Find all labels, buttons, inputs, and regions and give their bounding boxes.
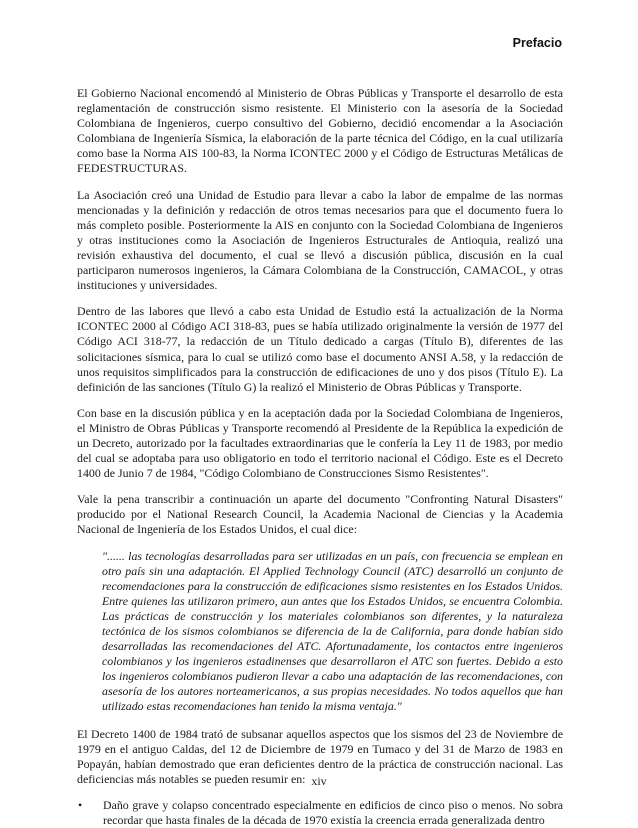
paragraph-6: El Decreto 1400 de 1984 trató de subsanar aquellos aspectos que los sismos del 23 de Noviembre de 1979 en el antiguo Caldas, del 12 de Diciembre de 1979 en Tumaco y del 31 de Marzo de 1983 en Popayán, habían demostrado que eran deficientes dentro de la práctica de construcción nacional. Las deficiencias más notables se pueden resumir en: (77, 726, 563, 786)
paragraph-5: Vale la pena transcribir a continuación un aparte del documento "Confronting Natural Disasters" producido por el National Research Council, la Academia Nacional de Ciencias y la Academia Nacional de Ingeniería de los Estados Unidos, el cual dice: (77, 492, 563, 537)
section-header: Prefacio (512, 36, 562, 50)
list-item-text: Daño grave y colapso concentrado especialmente en edificios de cinco piso o menos. No sobra recordar que hasta finales de la década de 1970 existía la creencia errada generalizada dentro (103, 797, 563, 828)
paragraph-2: La Asociación creó una Unidad de Estudio para llevar a cabo la labor de empalme de las normas mencionadas y la definición y redacción de otros temas necesarios para que el documento fuera lo más completo posible. Posteriormente la AIS en conjunto con la Sociedad Colombiana de Ingenieros y otras instituciones como la Asociación de Ingenieros Estructurales de Antioquia, realizó una revisión exhaustiva del documento, el cual se llevó a discusión pública, discusión en la cual participaron numerosos ingenieros, la Cámara Colombiana de la Construcción, CAMACOL, y otras instituciones y universidades. (77, 187, 563, 293)
bullet-icon: • (78, 797, 83, 812)
paragraph-3: Dentro de las labores que llevó a cabo esta Unidad de Estudio está la actualización de la Norma ICONTEC 2000 al Código ACI 318-83, pues se había utilizado originalmente la versión de 1977 del Código ACI 318-77, la redacción de un Título dedicado a cargas (Título B), diferentes de las solicitaciones sísmica, para lo cual se utilizó como base el documento ANSI A.58, y la redacción de unos requisitos simplificados para la construcción de edificaciones de uno y dos pisos (Título E). La definición de las sanciones (Título G) la realizó el Ministerio de Obras Públicas y Transporte. (77, 304, 563, 394)
paragraph-1: El Gobierno Nacional encomendó al Ministerio de Obras Públicas y Transporte el desarrollo de esta reglamentación de construcción sismo resistente. El Ministerio con la asesoría de la Sociedad Colombiana de Ingenieros, cuerpo consultivo del Gobierno, decidió encomendar a la Asociación Colombiana de Ingeniería Sísmica, la elaboración de la parte técnica del Código, en la cual utilizaría como base la Norma AIS 100-83, la Norma ICONTEC 2000 y el Código de Estructuras Metálicas de FEDESTRUCTURAS. (77, 86, 563, 176)
block-quote: "...... las tecnologías desarrolladas para ser utilizadas en un país, con frecuencia se emplean en otro país sin una adaptación. El Applied Technology Council (ATC) desarrolló un conjunto de recomendaciones para la construcción de edificaciones sismo resistentes en los Estados Unidos. Entre quienes las utilizaron primero, aun antes que los Estados Unidos, se encuentra Colombia. Las prácticas de construcción y los materiales colombianos son diferentes, y la naturaleza tectónica de los sismos colombianos se diferencia de la de California, para donde habían sido desarrolladas las recomendaciones del ATC. Afortunadamente, los contactos entre ingenieros colombianos y los ingenieros estadinenses que desarrollaron el ATC son fuertes. Debido a esto los ingenieros colombianos pudieron llevar a cabo una adaptación de las recomendaciones, con asesoría de los autores norteamericanos, a sus propias necesidades. No todos aquellos que han utilizado estas recomendaciones han tenido la misma ventaja." (102, 548, 563, 714)
deficiencies-list (77, 798, 563, 828)
paragraph-4: Con base en la discusión pública y en la aceptación dada por la Sociedad Colombiana de Ingenieros, el Ministro de Obras Públicas y Transporte recomendó al Presidente de la República la expedición de un Decreto, autorizado por la facultades extraordinarias que le confería la Ley 11 de 1983, por medio del cual se adoptaba para uso obligatorio en todo el territorio nacional el Código. Este es el Decreto 1400 de Junio 7 de 1984, "Código Colombiano de Construcciones Sismo Resistentes". (77, 405, 563, 481)
list-item (77, 798, 563, 828)
document-body (77, 86, 563, 828)
page-number: xiv (311, 774, 327, 788)
